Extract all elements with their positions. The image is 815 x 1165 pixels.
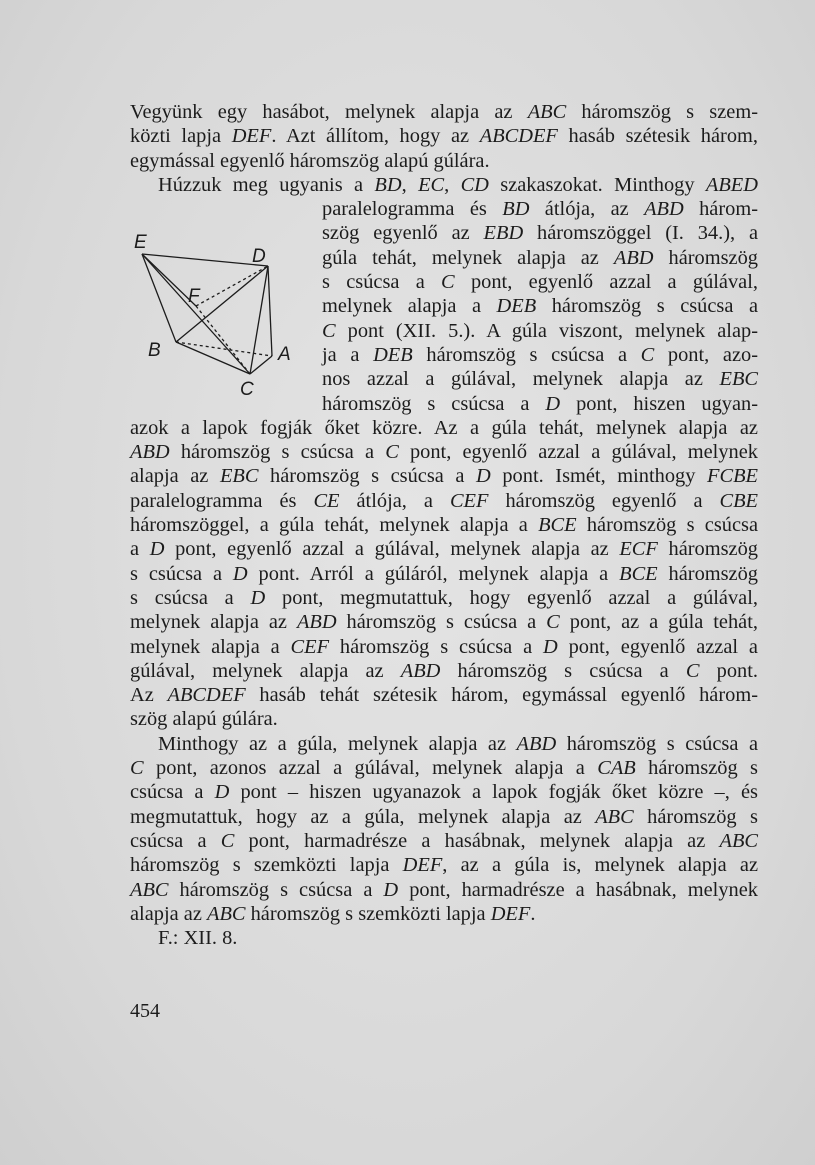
text-line: ABD háromszög s csúcsa a C pont, egyenlő azzal a gúlával, melynek: [130, 441, 758, 464]
text-line: szög egyenlő az EBD háromszöggel (I. 34.), a: [322, 222, 758, 245]
text-line: megmutattuk, hogy az a gúla, melynek alapja az ABC háromszög s: [130, 805, 758, 828]
text-line: csúcsa a C pont, harmadrésze a hasábnak, melynek alapja az ABC: [130, 829, 758, 852]
edge-FD: [196, 266, 268, 306]
edge-ED: [142, 254, 268, 266]
text-line: Vegyünk egy hasábot, melynek alapja az ABC háromszög s szem-: [130, 101, 758, 123]
text-line: háromszöggel, a gúla tehát, melynek alapja a BCE háromszög s csúcsa: [130, 514, 758, 537]
label-A: A: [278, 344, 291, 365]
text-line: s csúcsa a C pont, egyenlő azzal a gúlával,: [322, 271, 758, 294]
main-text: [130, 100, 758, 950]
text-line: C pont, azonos azzal a gúlával, melynek alapja a CAB háromszög s: [130, 757, 758, 780]
text-line: s csúcsa a D pont. Arról a gúláról, melynek alapja a BCE háromszög: [130, 562, 758, 585]
text-line: C pont (XII. 5.). A gúla viszont, melynek alap-: [322, 319, 758, 342]
text-line: azok a lapok fogják őket közre. Az a gúla tehát, melynek alapja az: [130, 416, 758, 439]
text-line: a D pont, egyenlő azzal a gúlával, melynek alapja az ECF háromszög: [130, 538, 758, 561]
text-line: háromszög s szemközti lapja DEF, az a gúla is, melynek alapja az: [130, 854, 758, 877]
label-D: D: [252, 246, 266, 267]
text-line: s csúcsa a D pont, megmutattuk, hogy egyenlő azzal a gúlával,: [130, 586, 758, 609]
edge-FC: [196, 306, 250, 374]
text-line: csúcsa a D pont – hiszen ugyanazok a lapok fogják őket közre –, és: [130, 781, 758, 804]
text-line: paralelogramma és BD átlója, az ABD három-: [322, 198, 758, 221]
edge-BA: [176, 342, 272, 356]
text-line: ja a DEB háromszög s csúcsa a C pont, azo-: [322, 343, 758, 366]
text-line: háromszög s csúcsa a D pont, hiszen ugyan-: [322, 392, 759, 415]
edge-DA: [268, 266, 272, 356]
diagonal-CD: [250, 266, 268, 374]
edge-EB: [142, 254, 176, 342]
edge-CA: [250, 356, 272, 374]
text-line: nos azzal a gúlával, melynek alapja az EBC: [322, 368, 758, 391]
text-line: melynek alapja az ABD háromszög s csúcsa a C pont, az a gúla tehát,: [130, 611, 758, 634]
text-line: alapja az ABC háromszög s szemközti lapja DEF.: [130, 902, 536, 925]
text-line: alapja az EBC háromszög s csúcsa a D pont. Ismét, minthogy FCBE: [130, 465, 758, 488]
text-line: gúla tehát, melynek alapja az ABD háromszög: [322, 246, 758, 269]
label-B: B: [148, 340, 161, 361]
text-line: Az ABCDEF hasáb tehát szétesik három, egymással egyenlő három-: [130, 684, 758, 707]
text-line: közti lapja DEF. Azt állítom, hogy az ABCDEF hasáb szétesik három,: [130, 125, 758, 148]
prism-figure: [130, 232, 310, 402]
label-E: E: [134, 232, 147, 253]
text-line: gúlával, melynek alapja az ABD háromszög s csúcsa a C pont.: [130, 659, 758, 682]
text-line: ABC háromszög s csúcsa a D pont, harmadrésze a hasábnak, melynek: [130, 878, 758, 901]
text-line: Minthogy az a gúla, melynek alapja az ABD háromszög s csúcsa a: [158, 732, 759, 755]
text-line: paralelogramma és CE átlója, a CEF háromszög egyenlő a CBE: [130, 489, 759, 512]
page-number: 454: [130, 1000, 160, 1022]
text-line: egymással egyenlő háromszög alapú gúlára.: [130, 149, 490, 172]
label-F: F: [188, 286, 200, 307]
reference-line: F.: XII. 8.: [158, 927, 238, 950]
text-line: melynek alapja a DEB háromszög s csúcsa a: [322, 295, 758, 318]
text-line: melynek alapja a CEF háromszög s csúcsa a D pont, egyenlő azzal a: [130, 635, 758, 658]
text-line: Húzzuk meg ugyanis a BD, EC, CD szakaszokat. Minthogy ABED: [158, 173, 758, 196]
label-C: C: [240, 379, 254, 400]
text-line: szög alapú gúlára.: [130, 708, 278, 731]
